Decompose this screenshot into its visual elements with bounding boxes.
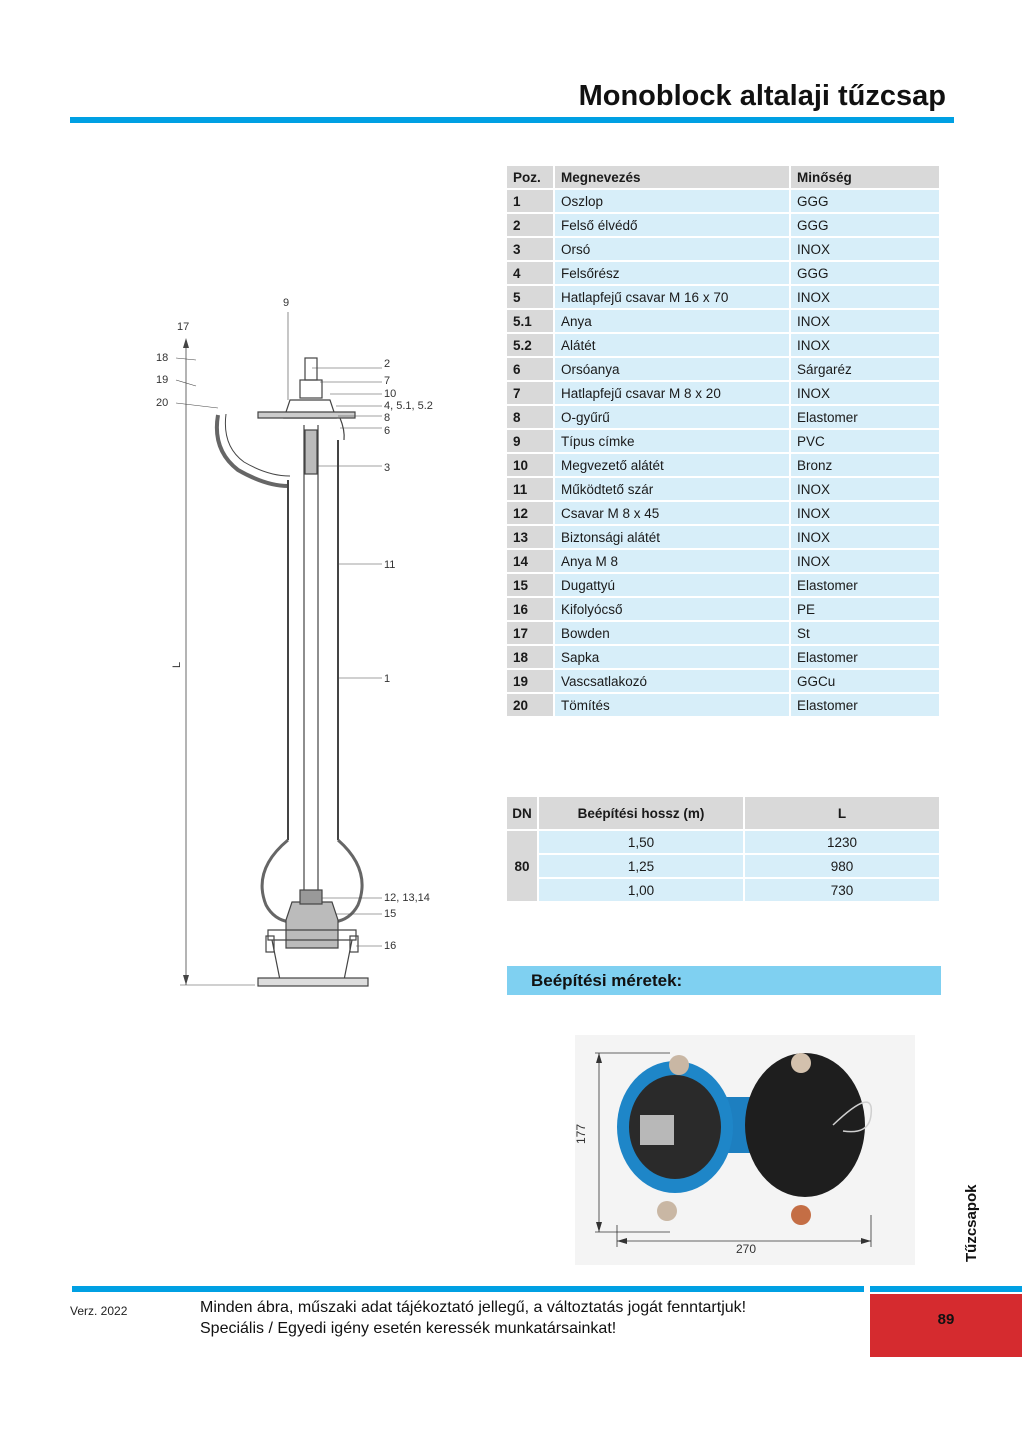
part-name: Bowden bbox=[555, 622, 791, 644]
part-quality: INOX bbox=[791, 286, 941, 308]
header-dn: DN bbox=[507, 797, 539, 829]
l-value: 980 bbox=[745, 853, 941, 877]
table-row bbox=[507, 694, 941, 716]
installation-length-value: 1,50 bbox=[539, 829, 745, 853]
part-quality: INOX bbox=[791, 526, 941, 548]
part-name: Anya bbox=[555, 310, 791, 332]
drawing-label-11: 11 bbox=[384, 559, 396, 571]
table-row bbox=[507, 598, 941, 620]
table-row bbox=[507, 430, 941, 452]
height-dimension: 177 bbox=[574, 1123, 588, 1144]
part-position: 13 bbox=[507, 526, 555, 548]
table-row bbox=[507, 478, 941, 500]
drawing-label-8: 8 bbox=[384, 412, 391, 424]
table-row bbox=[507, 877, 941, 901]
header-name: Megnevezés bbox=[555, 166, 791, 188]
installation-length-value: 1,25 bbox=[539, 853, 745, 877]
table-row bbox=[507, 502, 941, 524]
part-position: 5.1 bbox=[507, 310, 555, 332]
part-name: Működtető szár bbox=[555, 478, 791, 500]
table-row bbox=[507, 670, 941, 692]
part-quality: INOX bbox=[791, 310, 941, 332]
header-l: L bbox=[745, 797, 941, 829]
parts-table-header bbox=[507, 166, 941, 188]
table-row bbox=[507, 382, 941, 404]
part-name: Alátét bbox=[555, 334, 791, 356]
part-quality: GGG bbox=[791, 262, 941, 284]
part-position: 16 bbox=[507, 598, 555, 620]
part-quality: Elastomer bbox=[791, 574, 941, 596]
part-quality: Bronz bbox=[791, 454, 941, 476]
part-name: O-gyűrű bbox=[555, 406, 791, 428]
header-position: Poz. bbox=[507, 166, 555, 188]
footer-divider-right bbox=[870, 1286, 1022, 1292]
part-quality: GGG bbox=[791, 190, 941, 212]
part-position: 7 bbox=[507, 382, 555, 404]
table-row bbox=[507, 454, 941, 476]
part-quality: Elastomer bbox=[791, 406, 941, 428]
drawing-label-1: 1 bbox=[384, 673, 391, 685]
part-position: 4 bbox=[507, 262, 555, 284]
part-quality: St bbox=[791, 622, 941, 644]
drawing-label-6: 6 bbox=[384, 425, 391, 437]
l-value: 1230 bbox=[745, 829, 941, 853]
table-row bbox=[507, 406, 941, 428]
part-position: 10 bbox=[507, 454, 555, 476]
part-position: 12 bbox=[507, 502, 555, 524]
part-name: Oszlop bbox=[555, 190, 791, 212]
table-row bbox=[507, 190, 941, 212]
part-name: Megvezető alátét bbox=[555, 454, 791, 476]
part-position: 14 bbox=[507, 550, 555, 572]
table-row bbox=[507, 238, 941, 260]
table-row bbox=[507, 526, 941, 548]
part-name: Tömítés bbox=[555, 694, 791, 716]
l-value: 730 bbox=[745, 877, 941, 901]
part-name: Felső élvédő bbox=[555, 214, 791, 236]
table-row bbox=[507, 574, 941, 596]
table-row bbox=[507, 358, 941, 380]
disclaimer bbox=[200, 1297, 746, 1339]
drawing-label-3: 3 bbox=[384, 462, 391, 474]
part-quality: Elastomer bbox=[791, 694, 941, 716]
drawing-label-17: 17 bbox=[177, 321, 190, 333]
dn-table-header bbox=[507, 797, 941, 829]
table-row bbox=[507, 214, 941, 236]
table-row bbox=[507, 310, 941, 332]
table-row bbox=[507, 262, 941, 284]
dn-value: 80 bbox=[507, 829, 539, 901]
part-name: Dugattyú bbox=[555, 574, 791, 596]
part-quality: INOX bbox=[791, 478, 941, 500]
drawing-label-19: 19 bbox=[156, 374, 169, 386]
disclaimer-line-1: Minden ábra, műszaki adat tájékoztató jellegű, a változtatás jogát fenntartjuk! bbox=[200, 1299, 747, 1316]
drawing-label-15: 15 bbox=[384, 908, 397, 920]
part-quality: PE bbox=[791, 598, 941, 620]
part-position: 17 bbox=[507, 622, 555, 644]
part-quality: Elastomer bbox=[791, 646, 941, 668]
part-name: Vascsatlakozó bbox=[555, 670, 791, 692]
drawing-label-7: 7 bbox=[384, 375, 391, 387]
part-position: 1 bbox=[507, 190, 555, 212]
part-name: Sapka bbox=[555, 646, 791, 668]
drawing-label-9: 9 bbox=[283, 297, 290, 309]
part-position: 15 bbox=[507, 574, 555, 596]
part-quality: GGG bbox=[791, 214, 941, 236]
part-position: 18 bbox=[507, 646, 555, 668]
part-position: 11 bbox=[507, 478, 555, 500]
page-title: Monoblock altalaji tűzcsap bbox=[578, 80, 946, 112]
drawing-label-12: 12, 13,14 bbox=[384, 892, 430, 904]
drawing-label-16: 16 bbox=[384, 940, 397, 952]
part-position: 6 bbox=[507, 358, 555, 380]
drawing-label-20: 20 bbox=[156, 397, 169, 409]
header-installation-length: Beépítési hossz (m) bbox=[539, 797, 745, 829]
part-position: 9 bbox=[507, 430, 555, 452]
part-quality: INOX bbox=[791, 502, 941, 524]
part-name: Biztonsági alátét bbox=[555, 526, 791, 548]
part-name: Orsóanya bbox=[555, 358, 791, 380]
part-position: 5 bbox=[507, 286, 555, 308]
hydrant-top-view-image bbox=[575, 1035, 915, 1265]
table-row bbox=[507, 550, 941, 572]
part-quality: PVC bbox=[791, 430, 941, 452]
installation-length-value: 1,00 bbox=[539, 877, 745, 901]
table-row bbox=[507, 622, 941, 644]
part-name: Típus címke bbox=[555, 430, 791, 452]
header-quality: Minőség bbox=[791, 166, 941, 188]
table-row bbox=[507, 334, 941, 356]
part-name: Csavar M 8 x 45 bbox=[555, 502, 791, 524]
part-position: 3 bbox=[507, 238, 555, 260]
installation-length-table bbox=[507, 797, 941, 901]
category-side-label: Tűzcsapok bbox=[963, 1184, 980, 1262]
part-position: 8 bbox=[507, 406, 555, 428]
part-name: Hatlapfejű csavar M 16 x 70 bbox=[555, 286, 791, 308]
part-name: Kifolyócső bbox=[555, 598, 791, 620]
drawing-label-10: 10 bbox=[384, 388, 397, 400]
footer-divider bbox=[72, 1286, 864, 1292]
part-name: Anya M 8 bbox=[555, 550, 791, 572]
page-number: 89 bbox=[870, 1294, 1022, 1357]
part-position: 20 bbox=[507, 694, 555, 716]
width-dimension: 270 bbox=[736, 1242, 757, 1256]
part-position: 19 bbox=[507, 670, 555, 692]
part-quality: INOX bbox=[791, 238, 941, 260]
drawing-label-4: 4, 5.1, 5.2 bbox=[384, 400, 433, 412]
hydrant-cross-section-drawing bbox=[140, 290, 460, 1000]
parts-table bbox=[507, 164, 941, 718]
section-heading: Beépítési méretek: bbox=[507, 966, 941, 995]
table-row bbox=[507, 646, 941, 668]
title-divider bbox=[70, 117, 954, 123]
part-position: 2 bbox=[507, 214, 555, 236]
part-quality: INOX bbox=[791, 550, 941, 572]
part-name: Orsó bbox=[555, 238, 791, 260]
drawing-label-2: 2 bbox=[384, 358, 391, 370]
part-position: 5.2 bbox=[507, 334, 555, 356]
table-row bbox=[507, 853, 941, 877]
part-quality: Sárgaréz bbox=[791, 358, 941, 380]
table-row bbox=[507, 829, 941, 853]
disclaimer-line-2: Speciális / Egyedi igény esetén keressék munkatársainkat! bbox=[200, 1320, 617, 1337]
part-name: Hatlapfejű csavar M 8 x 20 bbox=[555, 382, 791, 404]
part-quality: INOX bbox=[791, 334, 941, 356]
part-quality: GGCu bbox=[791, 670, 941, 692]
version-label: Verz. 2022 bbox=[70, 1304, 128, 1318]
part-quality: INOX bbox=[791, 382, 941, 404]
part-name: Felsőrész bbox=[555, 262, 791, 284]
drawing-label-L: L bbox=[171, 661, 183, 668]
drawing-label-18: 18 bbox=[156, 352, 169, 364]
table-row bbox=[507, 286, 941, 308]
